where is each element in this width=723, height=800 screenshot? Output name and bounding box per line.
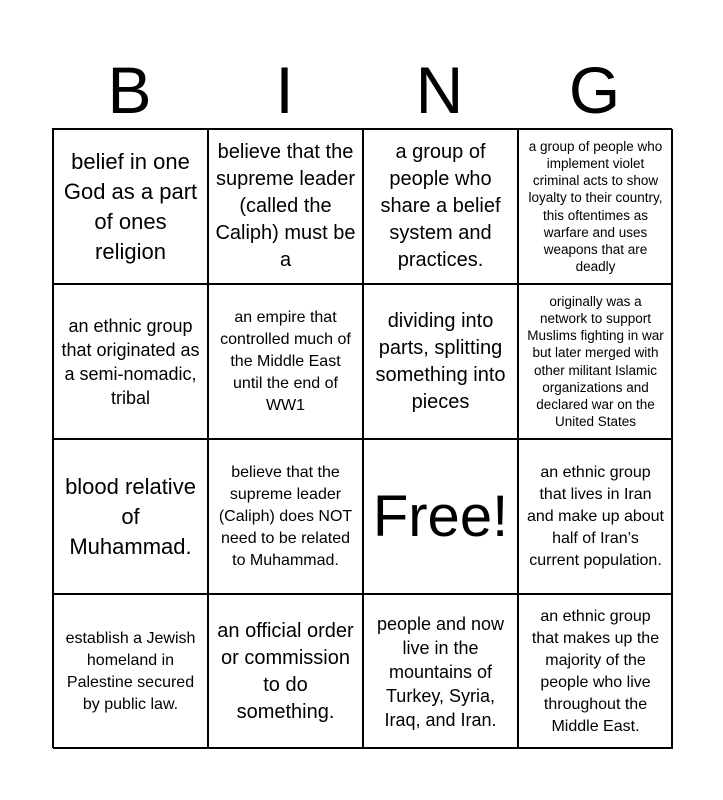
cell-text: believe that the supreme leader (called the Caliph) must be a	[215, 141, 356, 271]
cell-text: believe that the supreme leader (Caliph) does NOT need to be related to Muhammad.	[218, 463, 353, 569]
bingo-cell[interactable]	[208, 439, 363, 594]
bingo-board	[52, 128, 672, 748]
cell-text: originally was a network to support Muslims fighting in war but later merged with other militant Islamic organizations and declared war on the United States	[527, 293, 664, 430]
bingo-cell[interactable]	[53, 439, 208, 594]
bingo-cell[interactable]	[208, 594, 363, 749]
bingo-cell[interactable]	[53, 284, 208, 439]
bingo-cell[interactable]	[208, 129, 363, 284]
bingo-cell[interactable]	[53, 129, 208, 284]
cell-text: establish a Jewish homeland in Palestine secured by public law.	[65, 629, 196, 713]
free-space-text: Free!	[372, 483, 509, 549]
cell-text: a group of people who share a belief system and practices.	[380, 141, 501, 271]
cell-text: an official order or commission to do something.	[217, 619, 354, 723]
cell-text: belief in one God as a part of ones religion	[63, 148, 198, 264]
cell-text: an ethnic group that lives in Iran and make up about half of Iran’s current population.	[527, 463, 664, 569]
bingo-cell[interactable]	[518, 594, 673, 749]
bingo-cell[interactable]	[53, 594, 208, 749]
bingo-cell[interactable]	[363, 594, 518, 749]
bingo-cell[interactable]	[363, 129, 518, 284]
free-space-cell[interactable]	[363, 439, 518, 594]
bingo-cell[interactable]	[363, 284, 518, 439]
bingo-cell[interactable]	[208, 284, 363, 439]
cell-text: blood relative of Muhammad.	[65, 473, 196, 559]
bingo-cell[interactable]	[518, 284, 673, 439]
bingo-header	[52, 52, 672, 128]
cell-text: an ethnic group that makes up the majority of the people who live throughout the Middle East.	[531, 607, 660, 735]
cell-text: an empire that controlled much of the Middle East until the end of WW1	[220, 308, 351, 414]
cell-text: a group of people who implement violet criminal acts to show loyalty to their country, this oftentimes as warfare and uses weapons that are deadly	[528, 138, 663, 275]
header-letter-b: B	[107, 53, 152, 127]
cell-text: people and now live in the mountains of Turkey, Syria, Iraq, and Iran.	[376, 613, 505, 730]
cell-text: an ethnic group that originated as a semi-nomadic, tribal	[61, 315, 200, 408]
header-letter-n: N	[415, 53, 464, 127]
bingo-cell[interactable]	[518, 129, 673, 284]
cell-text: dividing into parts, splitting something into pieces	[375, 309, 506, 413]
header-letter-g: G	[568, 53, 621, 127]
header-letter-i: I	[275, 53, 294, 127]
bingo-cell[interactable]	[518, 439, 673, 594]
